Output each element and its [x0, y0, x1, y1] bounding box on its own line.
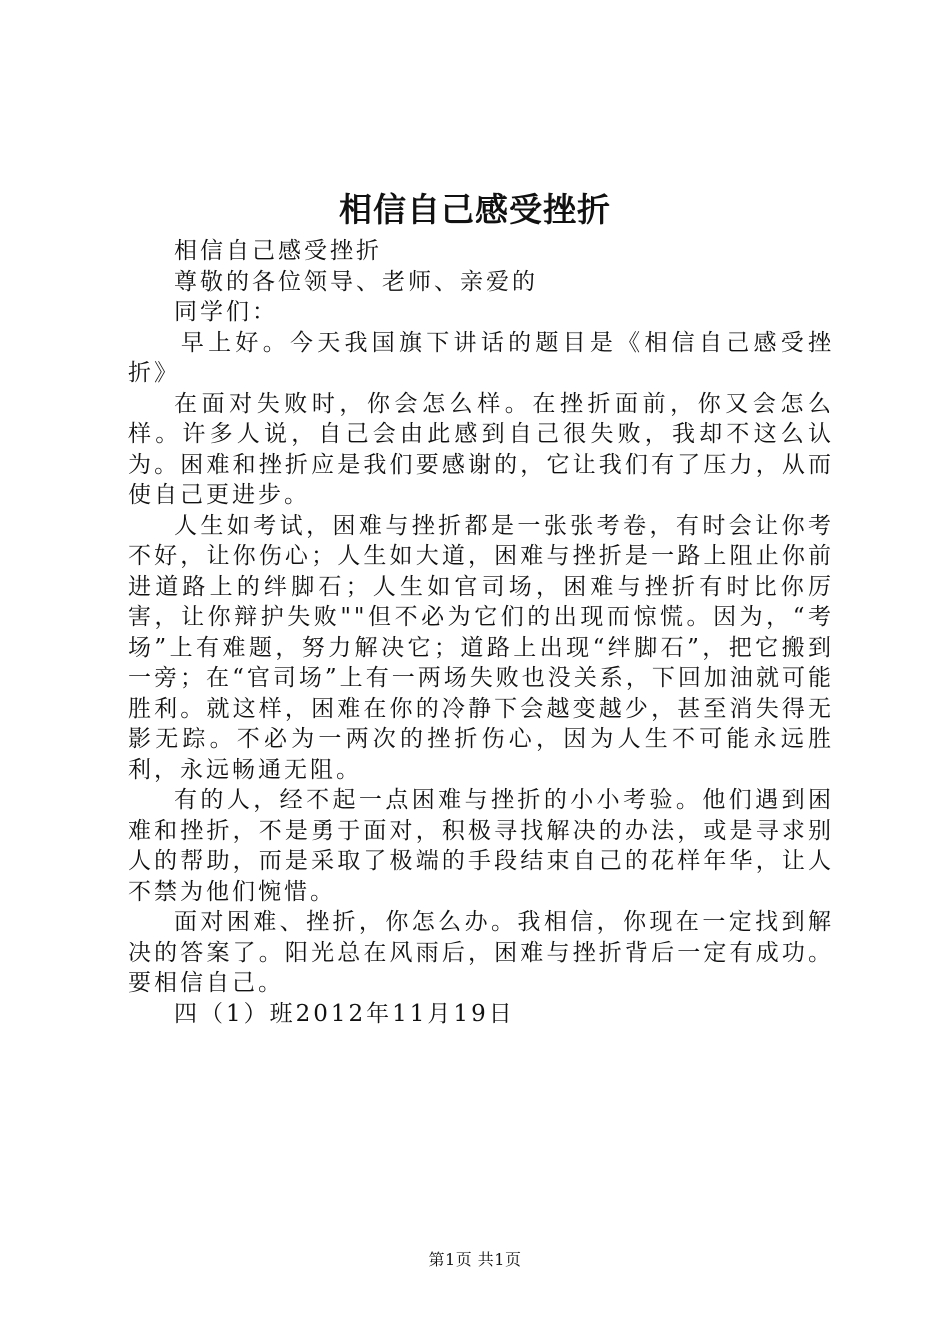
- paragraph-subtitle: 相信自己感受挫折: [174, 238, 382, 264]
- page-footer: 第1页 共1页: [428, 1250, 522, 1269]
- paragraph-body-4: 面对困难、挫折，你怎么办。我相信，你现在一定找到解决的答案了。阳光总在风雨后，困难与挫折背后一定有成功。要相信自己。: [128, 909, 834, 996]
- paragraph-salutation-continued: 同学们：: [174, 299, 278, 325]
- paragraph-signature: 四（1）班2012年11月19日: [174, 1000, 515, 1027]
- document-body: [128, 236, 834, 1029]
- paragraph-body-2: 人生如考试，困难与挫折都是一张张考卷，有时会让你考不好，让你伤心；人生如大道，困难与挫折是一路上阻止你前进道路上的绊脚石；人生如官司场，困难与挫折有时比你厉害，让你辩护失败""但不必为它们的出现而惊慌。因为，“考场”上有难题，努力解决它；道路上出现“绊脚石”，把它搬到一旁；在“官司场”上有一两场失败也没关系，下回加油就可能胜利。就这样，困难在你的冷静下会越变越少，甚至消失得无影无踪。不必为一两次的挫折伤心，因为人生不可能永远胜利，永远畅通无阻。: [128, 512, 834, 783]
- document-title: 相信自己感受挫折: [339, 190, 611, 229]
- paragraph-body-1: 在面对失败时，你会怎么样。在挫折面前，你又会怎么样。许多人说，自己会由此感到自己很失败，我却不这么认为。困难和挫折应是我们要感谢的，它让我们有了压力，从而使自己更进步。: [128, 390, 834, 508]
- paragraph-greeting: 早上好。今天我国旗下讲话的题目是《相信自己感受挫折》: [128, 329, 834, 386]
- paragraph-body-3: 有的人，经不起一点困难与挫折的小小考验。他们遇到困难和挫折，不是勇于面对，积极寻找解决的办法，或是寻求别人的帮助，而是采取了极端的手段结束自己的花样年华，让人不禁为他们惋惜。: [128, 787, 834, 905]
- paragraph-salutation: 尊敬的各位领导、老师、亲爱的: [174, 268, 538, 295]
